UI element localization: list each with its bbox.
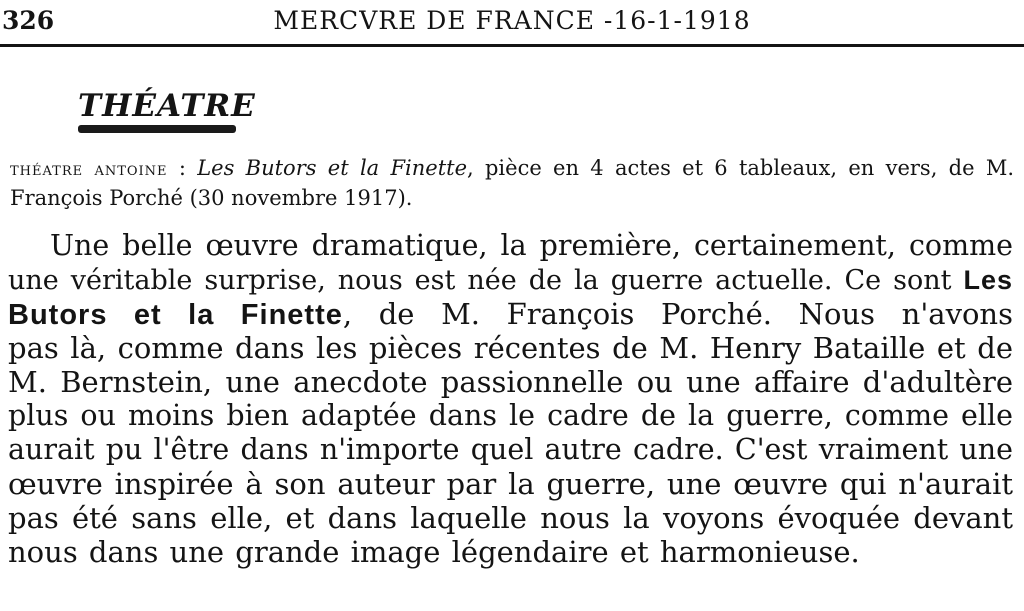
title-underline <box>78 125 236 133</box>
review-heading <box>10 154 1014 212</box>
venue-separator: : <box>167 156 198 180</box>
body-line: pas été sans elle, et dans laquelle nous la voyons évoquée devant <box>8 501 1013 535</box>
body-line: pas là, comme dans les pièces récentes de M. Henry Bataille et de <box>8 331 1013 365</box>
section-title: THÉATRE <box>78 88 256 124</box>
play-title: Les Butors et la Finette <box>197 156 468 180</box>
play-title-bold: Butors et la Finette <box>8 299 343 331</box>
play-title-bold: Les <box>963 265 1013 295</box>
header-rule <box>0 44 1024 47</box>
body-line <box>8 297 1013 331</box>
page-header <box>0 0 1024 44</box>
review-body <box>8 229 1013 609</box>
body-line: nous dans une grande image légendaire et harmonieuse. <box>8 535 860 569</box>
body-line: Une belle œuvre dramatique, la première, certainement, comme <box>50 229 1013 262</box>
body-line: plus ou moins bien adaptée dans le cadre de la guerre, comme elle <box>8 399 1013 432</box>
play-description: , pièce en 4 actes et 6 tableaux, en vers, de M. François Porché (30 novembre 1917). <box>10 156 1015 210</box>
body-line: M. Bernstein, une anecdote passionnelle ou une affaire d'adultère <box>8 365 1013 399</box>
body-line: œuvre inspirée à son auteur par la guerre, une œuvre qui n'aurait <box>8 467 1013 501</box>
page-number: 326 <box>2 6 55 35</box>
body-line-text: une véritable surprise, nous est née de la guerre actuelle. Ce sont <box>8 265 952 296</box>
body-line: aurait pu l'être dans n'importe quel autre cadre. C'est vraiment une <box>8 433 1013 466</box>
venue-name: théatre antoine <box>10 159 168 180</box>
running-head: MERCVRE DE FRANCE -16-1-1918 <box>273 6 751 35</box>
body-line-text: , de M. François Porché. Nous n'avons <box>342 297 1013 331</box>
body-line <box>8 263 1013 297</box>
